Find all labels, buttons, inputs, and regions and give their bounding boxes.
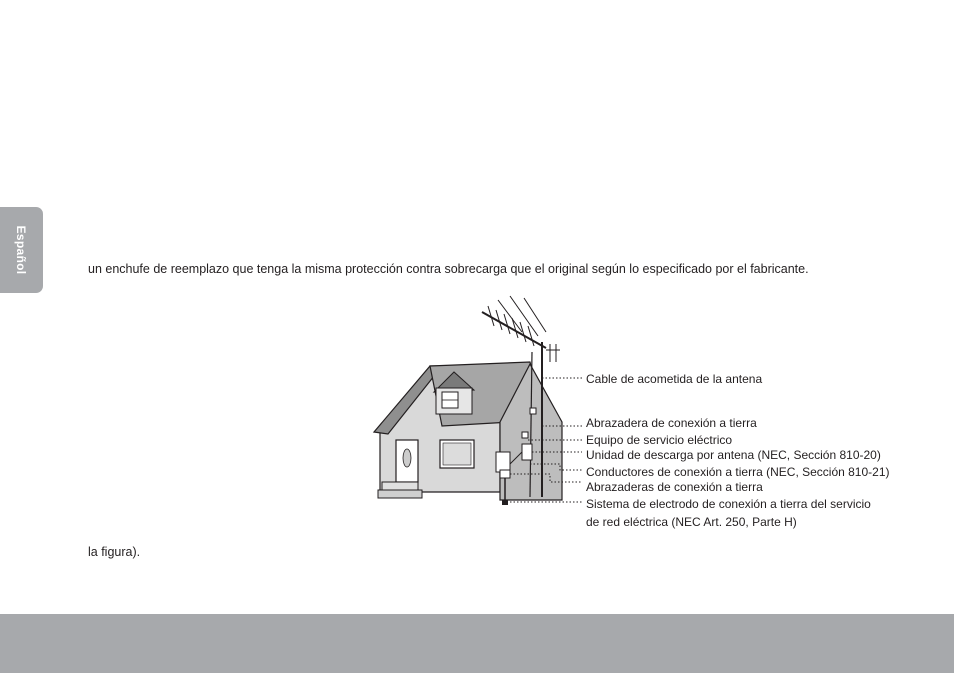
callout-antenna-lead-in: Cable de acometida de la antena (586, 372, 763, 386)
language-side-tab (0, 207, 43, 293)
callout-electric-service: Equipo de servicio eléctrico (586, 433, 733, 447)
discharge-unit (522, 444, 532, 460)
house-antenna-illustration (370, 292, 910, 532)
antenna-grounding-figure (370, 292, 910, 532)
footer-bar (0, 614, 954, 673)
callout-ground-clamp: Abrazadera de conexión a tierra (586, 416, 757, 430)
callout-discharge-unit: Unidad de descarga por antena (NEC, Sección 810-20) (586, 448, 881, 462)
callout-ground-clamps: Abrazaderas de conexión a tierra (586, 480, 763, 494)
body-text-line: un enchufe de reemplazo que tenga la misma protección contra sobrecarga que el original según lo especificado por el fabricante. (88, 262, 809, 276)
callout-electrode-system-cont: de red eléctrica (NEC Art. 250, Parte H) (586, 515, 797, 529)
language-tab-label: Español (14, 225, 28, 275)
callout-electrode-system: Sistema de electrodo de conexión a tierra del servicio (586, 497, 871, 511)
electric-service-box (496, 452, 510, 472)
body-text-line: la figura). (88, 545, 141, 559)
callout-ground-conductors: Conductores de conexión a tierra (NEC, Sección 810-21) (586, 465, 890, 479)
